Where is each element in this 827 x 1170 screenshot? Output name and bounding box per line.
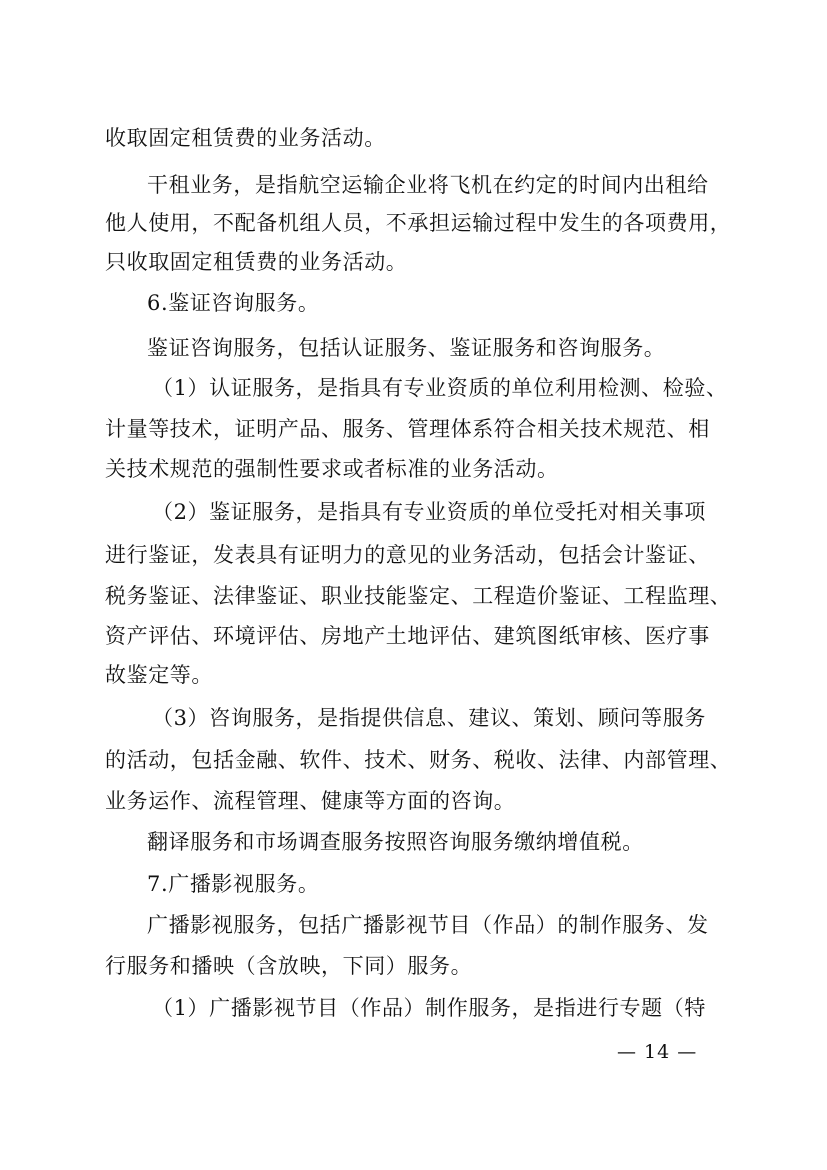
text-line-4: 只收取固定租赁费的业务活动。 bbox=[105, 250, 408, 274]
text-line-20: 广播影视服务，包括广播影视节目（作品）的制作服务、发 bbox=[147, 913, 709, 937]
text-line-2: 干租业务，是指航空运输企业将飞机在约定的时间内出租给 bbox=[147, 173, 709, 197]
text-line-6: 鉴证咨询服务，包括认证服务、鉴证服务和咨询服务。 bbox=[147, 336, 666, 360]
text-line-12: 税务鉴证、法律鉴证、职业技能鉴定、工程造价鉴证、工程监理、 bbox=[105, 584, 732, 608]
text-line-13: 资产评估、环境评估、房地产土地评估、建筑图纸审核、医疗事 bbox=[105, 624, 710, 648]
text-line-10: （2）鉴证服务，是指具有专业资质的单位受托对相关事项 bbox=[152, 500, 706, 524]
text-line-19: 7.广播影视服务。 bbox=[147, 872, 320, 896]
text-line-14: 故鉴定等。 bbox=[105, 663, 213, 687]
text-line-9: 关技术规范的强制性要求或者标准的业务活动。 bbox=[105, 457, 559, 481]
text-line-11: 进行鉴证，发表具有证明力的意见的业务活动，包括会计鉴证、 bbox=[105, 543, 710, 567]
text-line-3: 他人使用，不配备机组人员，不承担运输过程中发生的各项费用， bbox=[105, 211, 732, 235]
text-line-1: 收取固定租赁费的业务活动。 bbox=[105, 126, 386, 150]
text-line-16: 的活动，包括金融、软件、技术、财务、税收、法律、内部管理、 bbox=[105, 748, 732, 772]
text-line-15: （3）咨询服务，是指提供信息、建议、策划、顾问等服务 bbox=[152, 706, 706, 730]
text-line-17: 业务运作、流程管理、健康等方面的咨询。 bbox=[105, 789, 516, 813]
text-line-7: （1）认证服务，是指具有专业资质的单位利用检测、检验、 bbox=[152, 376, 728, 400]
page-number: — 14 — bbox=[617, 1041, 698, 1063]
text-line-8: 计量等技术，证明产品、服务、管理体系符合相关技术规范、相 bbox=[105, 417, 710, 441]
text-line-21: 行服务和播映（含放映，下同）服务。 bbox=[105, 954, 473, 978]
text-line-5: 6.鉴证咨询服务。 bbox=[147, 291, 320, 315]
text-line-22: （1）广播影视节目（作品）制作服务，是指进行专题（特 bbox=[152, 996, 706, 1020]
text-line-18: 翻译服务和市场调查服务按照咨询服务缴纳增值税。 bbox=[147, 830, 644, 854]
